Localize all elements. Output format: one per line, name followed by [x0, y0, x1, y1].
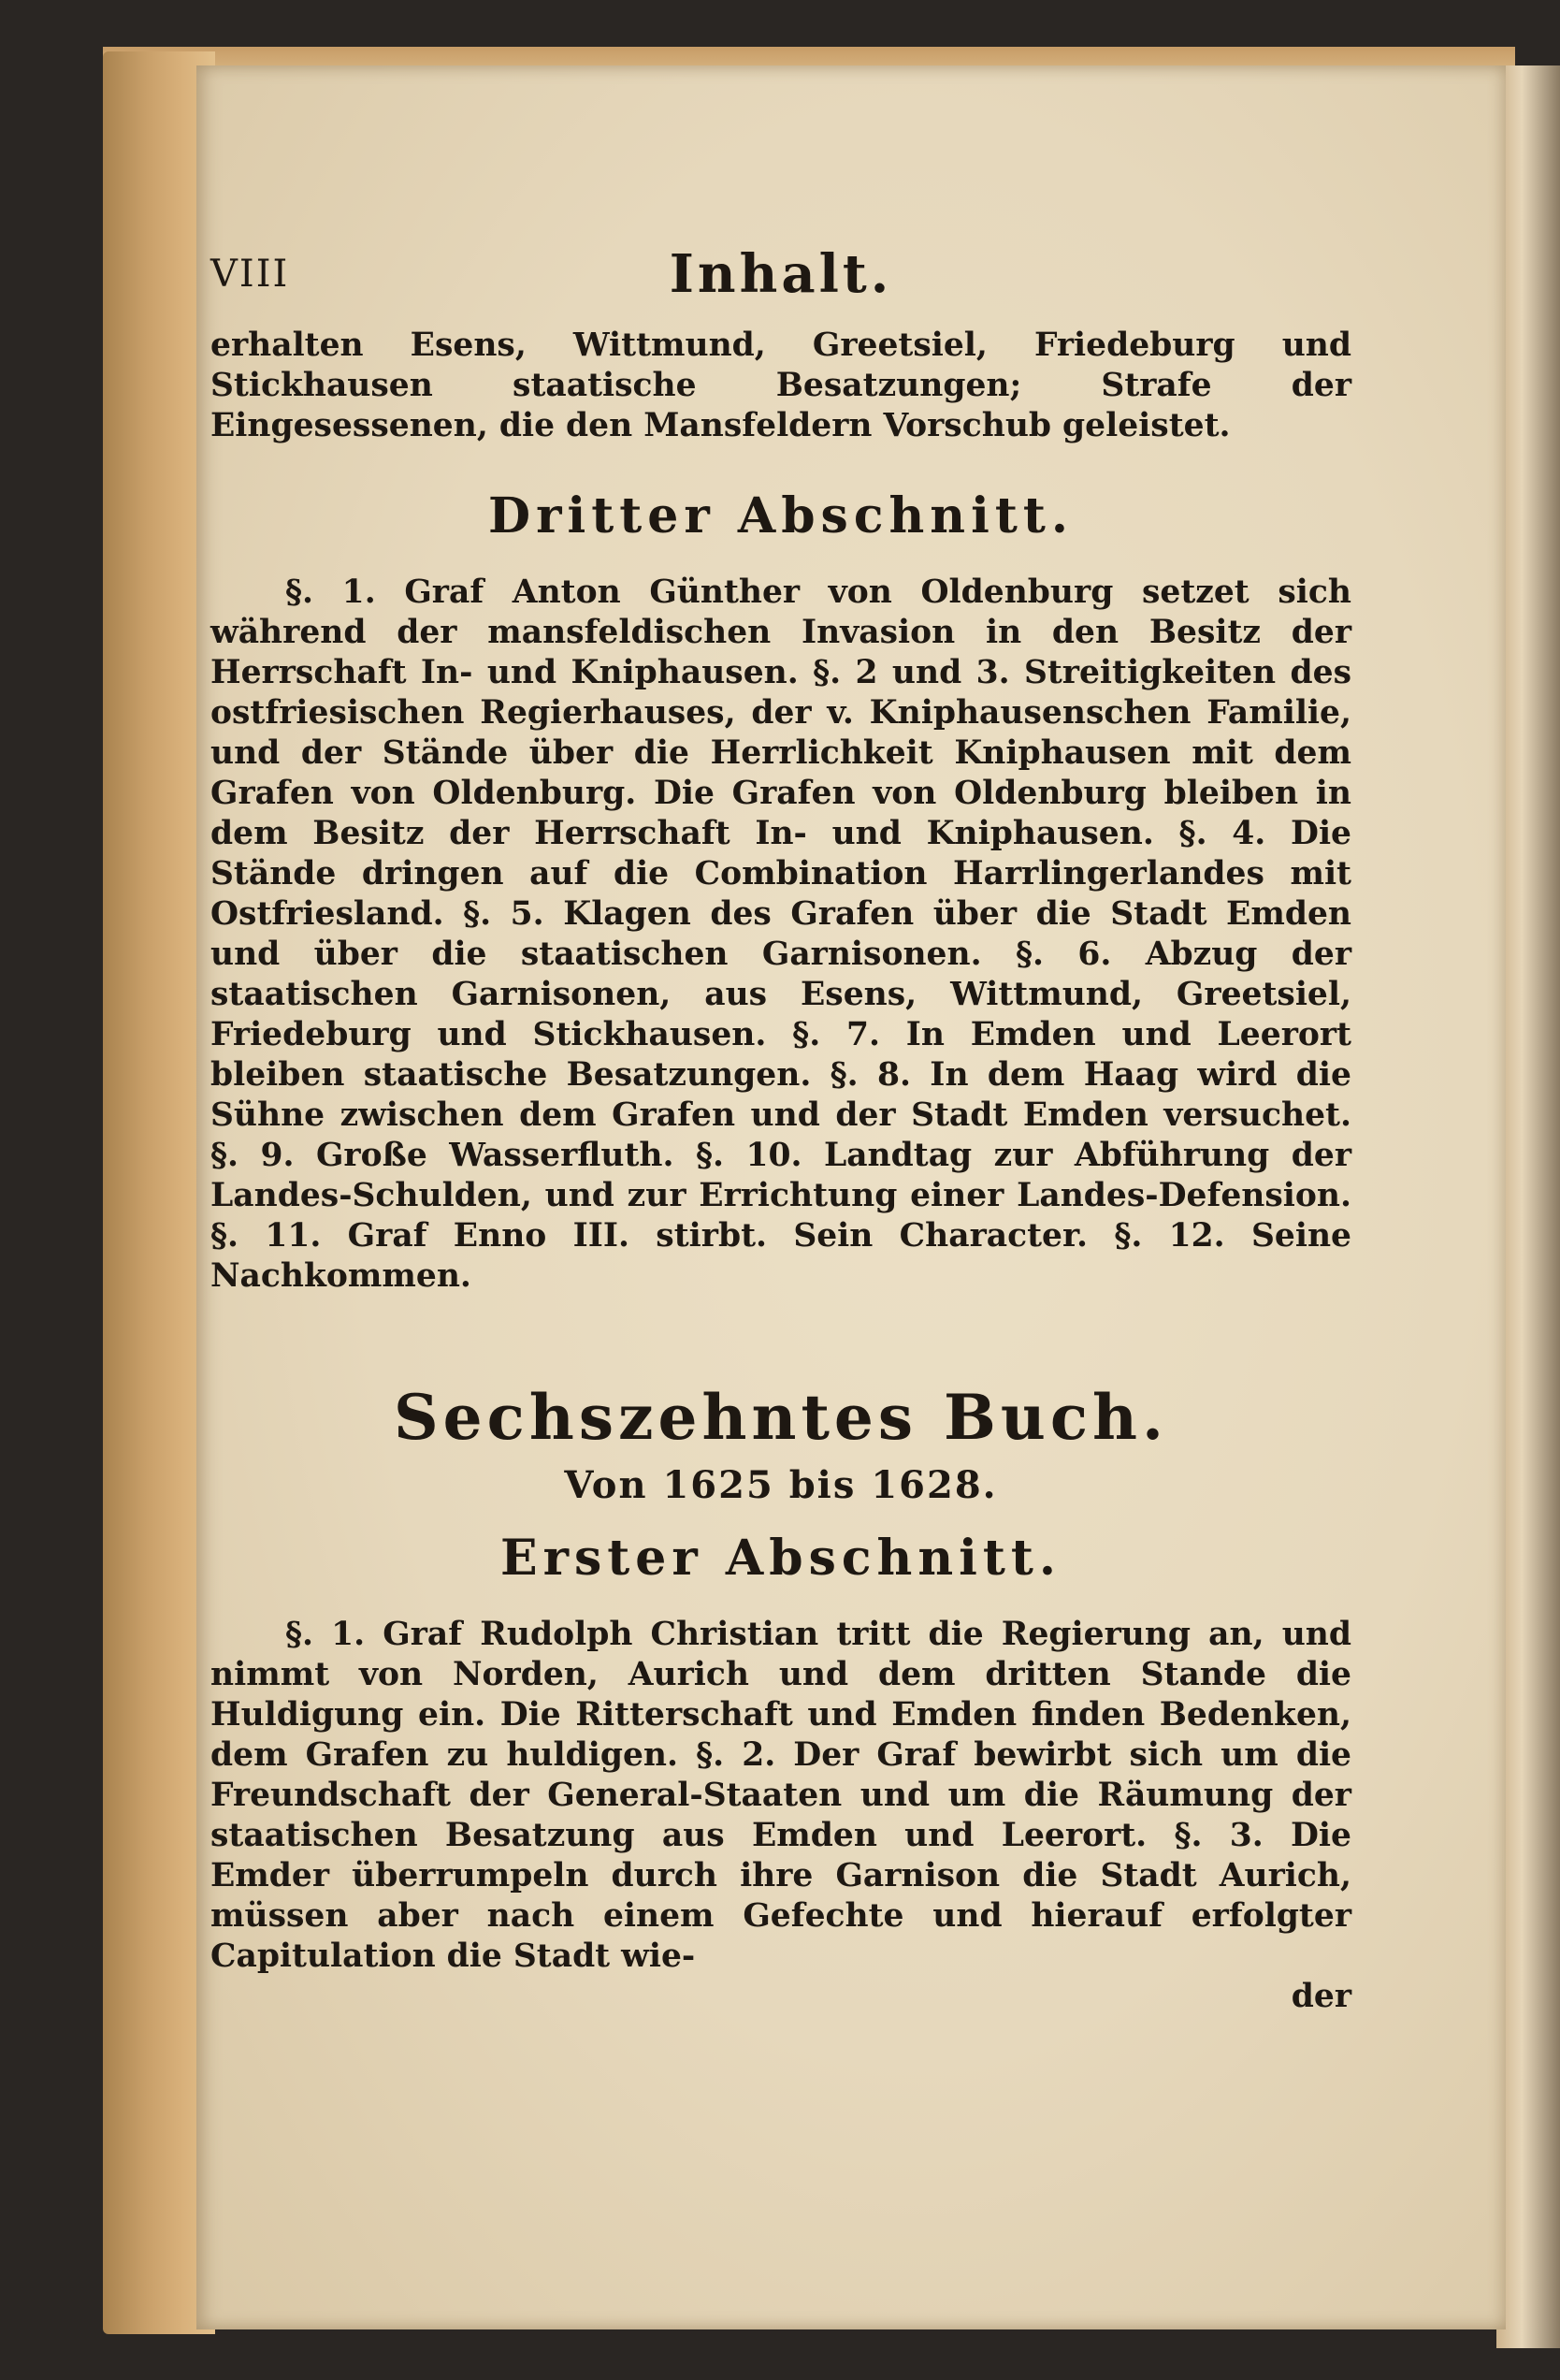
section-body-dritter: §. 1. Graf Anton Günther von Oldenburg setzet sich während der mansfeldischen Invasion in den Besitz der Herrschaft In- und Kniphausen. §. 2 und 3. Streitigkeiten des ostfriesischen Regierhauses, der v. Kniphausenschen Familie, und der Stände über die Herrlichkeit Kniphausen mit dem Grafen von Oldenburg. Die Grafen von Oldenburg bleiben in dem Besitz der Herrschaft In- und Kniphausen. §. 4. Die Stände dringen auf die Combination Harrlingerlandes mit Ostfriesland. §. 5. Klagen des Grafen über die Stadt Emden und über die staatischen Garnisonen. §. 6. Abzug der staatischen Garnisonen, aus Esens, Wittmund, Greetsiel, Friedeburg und Stickhausen. §. 7. In Emden und Leerort bleiben staatische Besatzungen. §. 8. In dem Haag wird die Sühne zwischen dem Grafen und der Stadt Emden versuchet. §. 9. Große Wasserfluth. §. 10. Landtag zur Abführung der Landes-Schulden, und zur Errichtung einer Landes-Defension. §. 11. Graf Enno III. stirbt. Sein Character. §. 12. Seine Nachkommen. [210, 573, 1351, 1295]
running-title: Inhalt. [669, 243, 893, 305]
catchword: der [1291, 1978, 1351, 2015]
section-title-dritter: Dritter Abschnitt. [487, 487, 1075, 544]
book-year-range: Von 1625 bis 1628. [564, 1463, 998, 1507]
section-body-erster: §. 1. Graf Rudolph Christian tritt die Regierung an, und nimmt von Norden, Aurich und dem dritten Stande die Huldigung ein. Die Ritterschaft und Emden finden Bedenken, dem Grafen zu huldigen. §. 2. Der Graf bewirbt sich um die Freundschaft der General-Staaten und um die Räumung der staatischen Besatzung aus Emden und Leerort. §. 3. Die Emder überrumpeln durch ihre Garnison die Stadt Aurich, müssen aber nach einem Gefechte und hierauf erfolgter Capitulation die Stadt wie- [210, 1616, 1351, 1975]
page-number: VIII [210, 253, 290, 296]
page-stack-right-edge [1496, 65, 1560, 2348]
page-text-block [210, 243, 1351, 2017]
intro-paragraph: erhalten Esens, Wittmund, Greetsiel, Friedeburg und Stickhausen staatische Besatzungen; Strafe der Eingesessenen, die den Mansfeldern Vorschub geleistet. [210, 327, 1351, 444]
page-header [210, 243, 1351, 318]
section-title-erster: Erster Abschnitt. [499, 1530, 1062, 1587]
book-title: Sechszehntes Buch. [394, 1381, 1168, 1454]
